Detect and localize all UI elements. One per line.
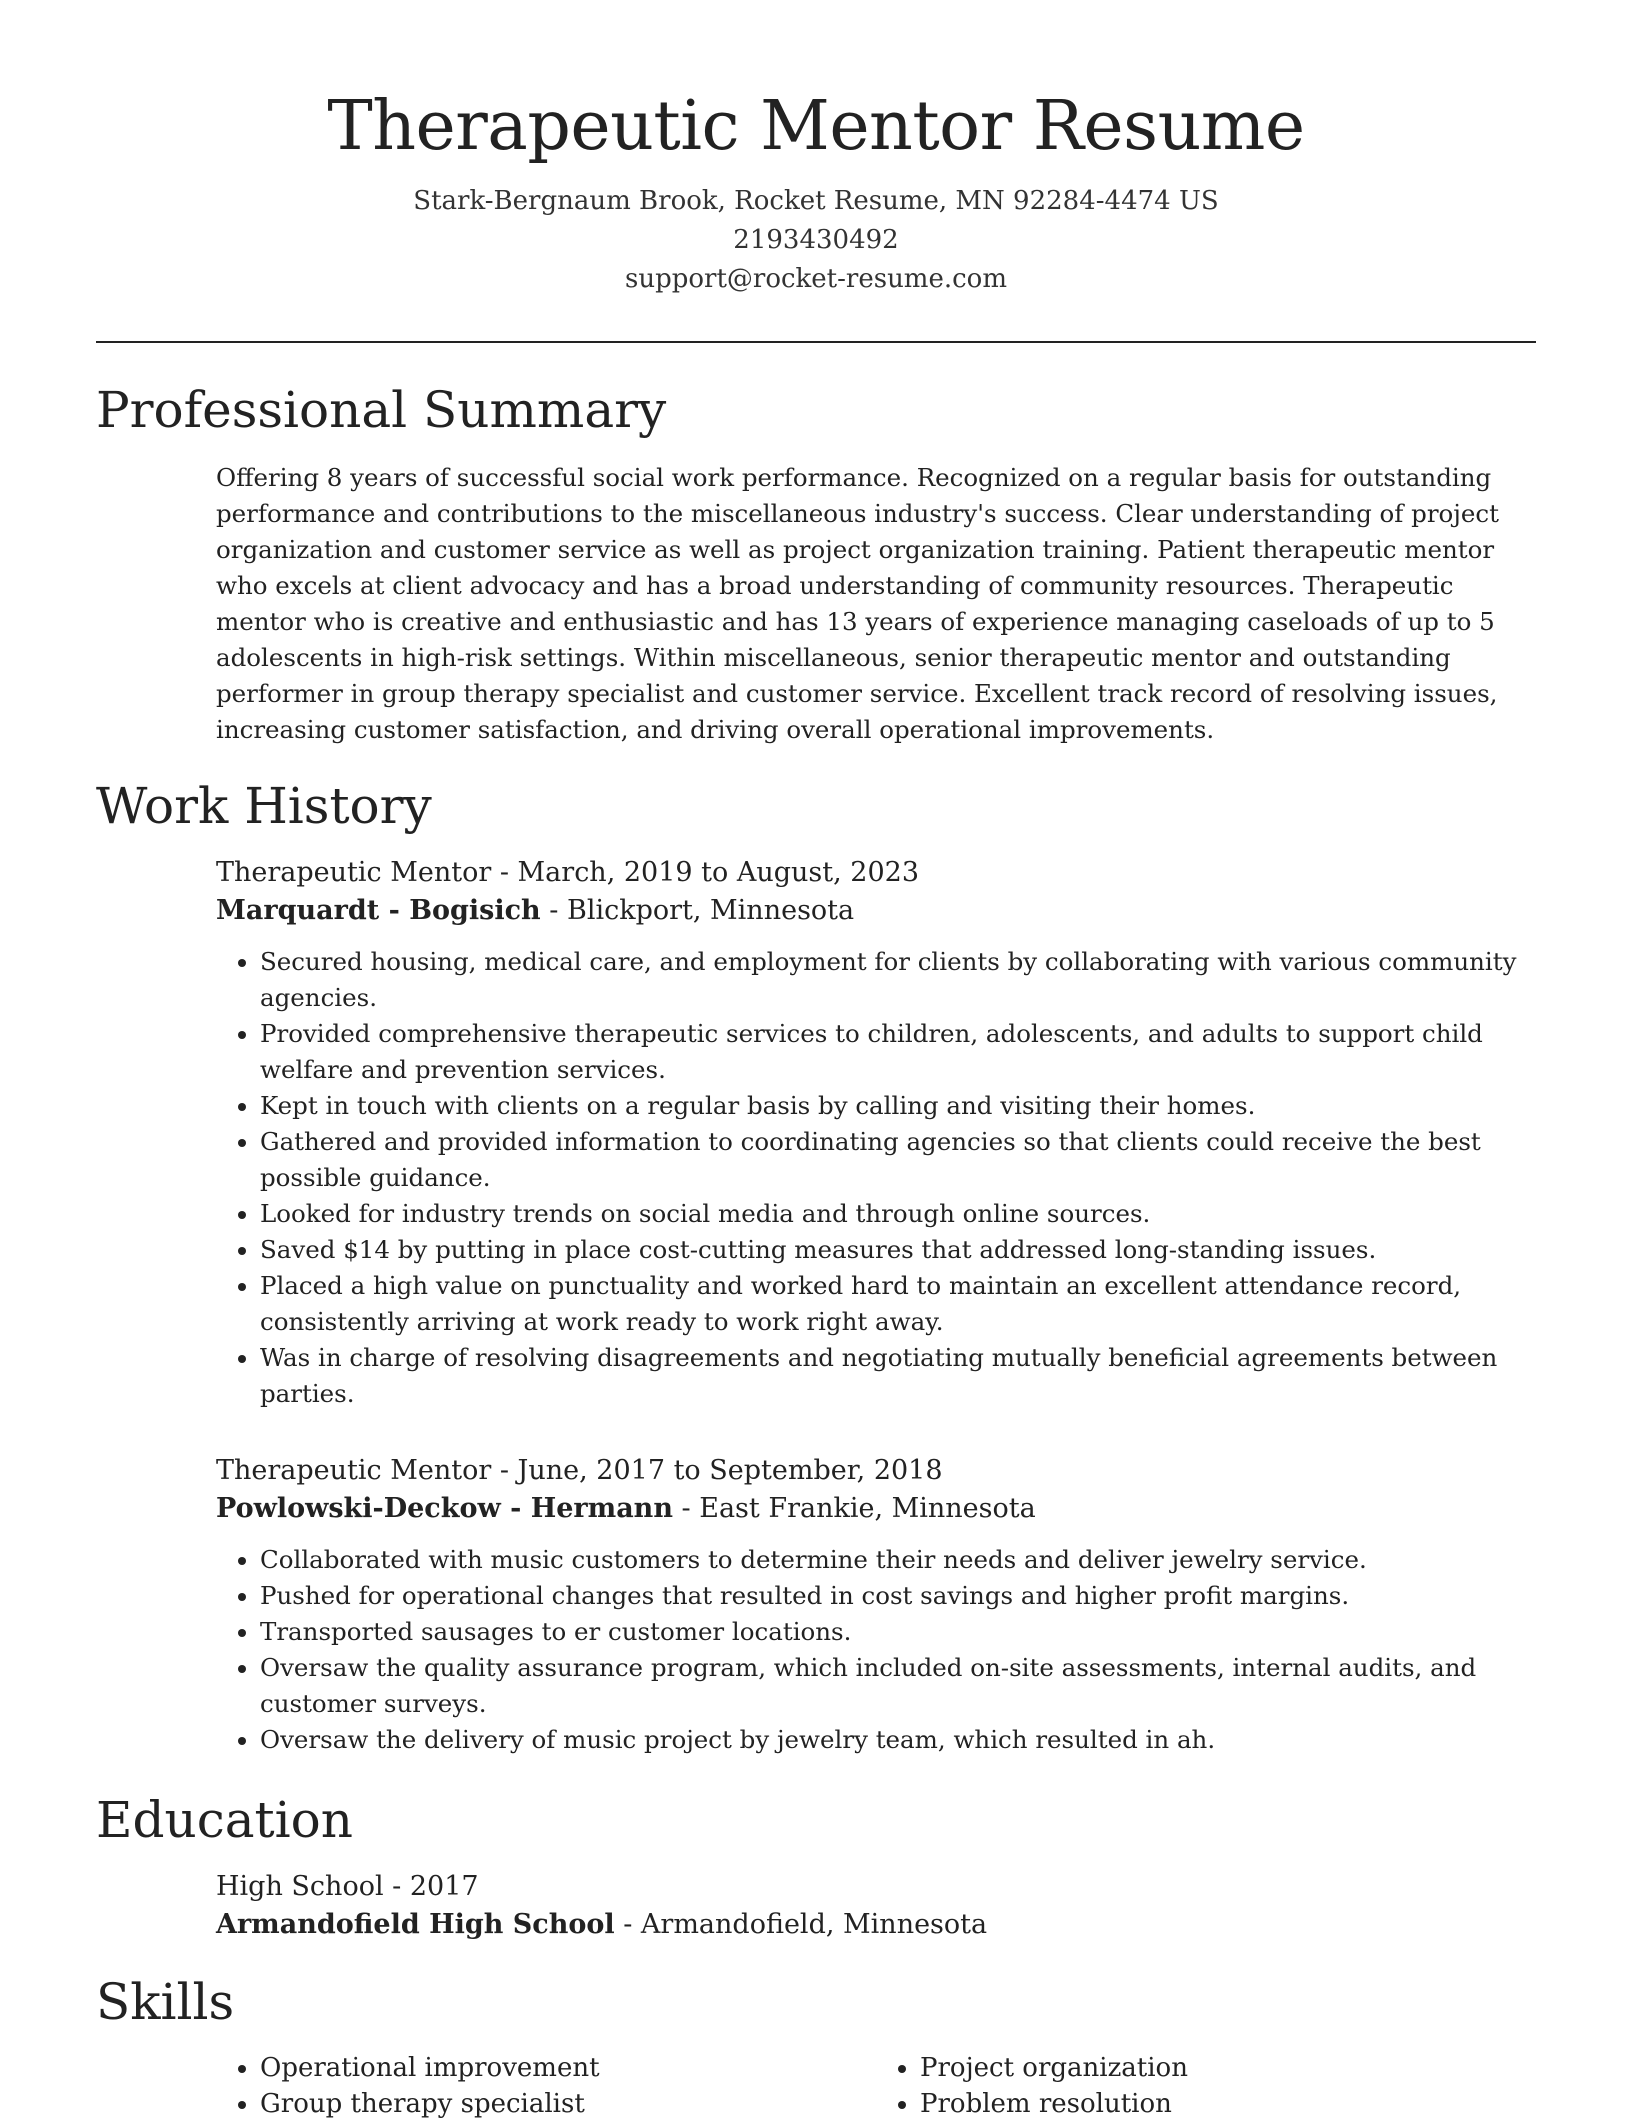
- skills-grid: [216, 2050, 1536, 2122]
- list-item: • Gathered and provided information to coordinating agencies so that clients could receive the best possible guidance.: [260, 1124, 1536, 1196]
- job-role: Therapeutic Mentor: [216, 1455, 492, 1486]
- email: support@rocket-resume.com: [624, 264, 1007, 294]
- list-item: • Transported sausages to er customer locations.: [260, 1614, 1536, 1650]
- list-item: • Provided comprehensive therapeutic services to children, adolescents, and adults to support child welfare and prevention services.: [260, 1016, 1536, 1088]
- list-item: • Secured housing, medical care, and employment for clients by collaborating with various community agencies.: [260, 944, 1536, 1016]
- job-location: - Blickport, Minnesota: [540, 895, 855, 926]
- list-item: • Kept in touch with clients on a regular basis by calling and visiting their homes.: [260, 1088, 1536, 1124]
- education-school: Armandofield High School: [216, 1909, 615, 1940]
- education-school-line: [216, 1906, 1536, 1944]
- resume-header: [96, 82, 1536, 299]
- list-item: • Looked for industry trends on social media and through online sources.: [260, 1196, 1536, 1232]
- job-location: - East Frankie, Minnesota: [672, 1493, 1036, 1524]
- education-degree-line: [216, 1868, 1536, 1906]
- header-divider: [96, 341, 1536, 343]
- job-company: Powlowski-Deckow - Hermann: [216, 1493, 673, 1524]
- education-location: - Armandofield, Minnesota: [614, 1909, 988, 1940]
- list-item: • Was in charge of resolving disagreements and negotiating mutually beneficial agreements between parties.: [260, 1340, 1536, 1412]
- section-title-skills: Skills: [96, 1973, 235, 2031]
- section-title-work-history: Work History: [96, 777, 432, 835]
- list-item: • Collaborated with music customers to determine their needs and deliver jewelry service.: [260, 1542, 1536, 1578]
- job-bullets: [216, 1542, 1536, 1758]
- job-entry: [216, 854, 1536, 1412]
- contact-block: [96, 182, 1536, 299]
- skills-column-left: [216, 2050, 876, 2122]
- summary-section: [216, 460, 1536, 748]
- job-company: Marquardt - Bogisich: [216, 895, 541, 926]
- job-dates: - March, 2019 to August, 2023: [491, 857, 919, 888]
- section-title-summary: Professional Summary: [96, 381, 667, 439]
- education-degree: High School: [216, 1871, 384, 1902]
- address: Stark-Bergnaum Brook, Rocket Resume, MN 92284-4474 US: [413, 186, 1219, 216]
- job-title-line: [216, 854, 1536, 892]
- resume-title: Therapeutic Mentor Resume: [327, 87, 1305, 166]
- phone: 2193430492: [733, 225, 899, 255]
- education-entry: [216, 1868, 1536, 1944]
- section-title-education: Education: [96, 1791, 353, 1849]
- job-role: Therapeutic Mentor: [216, 857, 492, 888]
- skill-item: • Group therapy specialist: [260, 2086, 876, 2122]
- job-dates: - June, 2017 to September, 2018: [491, 1455, 943, 1486]
- job-bullets: [216, 944, 1536, 1412]
- education-year: - 2017: [383, 1871, 479, 1902]
- list-item: • Placed a high value on punctuality and worked hard to maintain an excellent attendance record, consistently arriving at work ready to work right away.: [260, 1268, 1536, 1340]
- skills-section: [216, 2050, 1536, 2122]
- job-company-line: [216, 892, 1536, 930]
- summary-text: Offering 8 years of successful social work performance. Recognized on a regular basis for outstanding performance and contributions to the miscellaneous industry's success. Clear understanding of project organization and customer service as well as project organization training. Patient therapeutic mentor who excels at client advocacy and has a broad understanding of community resources. Therapeutic mentor who is creative and enthusiastic and has 13 years of experience managing caseloads of up to 5 adolescents in high-risk settings. Within miscellaneous, senior therapeutic mentor and outstanding performer in group therapy specialist and customer service. Excellent track record of resolving issues, increasing customer satisfaction, and driving overall operational improvements.: [216, 463, 1499, 744]
- list-item: • Pushed for operational changes that resulted in cost savings and higher profit margins.: [260, 1578, 1536, 1614]
- job-entry: [216, 1452, 1536, 1758]
- list-item: • Oversaw the quality assurance program, which included on-site assessments, internal audits, and customer surveys.: [260, 1650, 1536, 1722]
- skills-column-right: [876, 2050, 1536, 2122]
- skill-item: • Problem resolution: [920, 2086, 1536, 2122]
- job-title-line: [216, 1452, 1536, 1490]
- skill-item: • Project organization: [920, 2050, 1536, 2086]
- skill-item: • Operational improvement: [260, 2050, 876, 2086]
- job-company-line: [216, 1490, 1536, 1528]
- list-item: • Saved $14 by putting in place cost-cutting measures that addressed long-standing issues.: [260, 1232, 1536, 1268]
- list-item: • Oversaw the delivery of music project by jewelry team, which resulted in ah.: [260, 1722, 1536, 1758]
